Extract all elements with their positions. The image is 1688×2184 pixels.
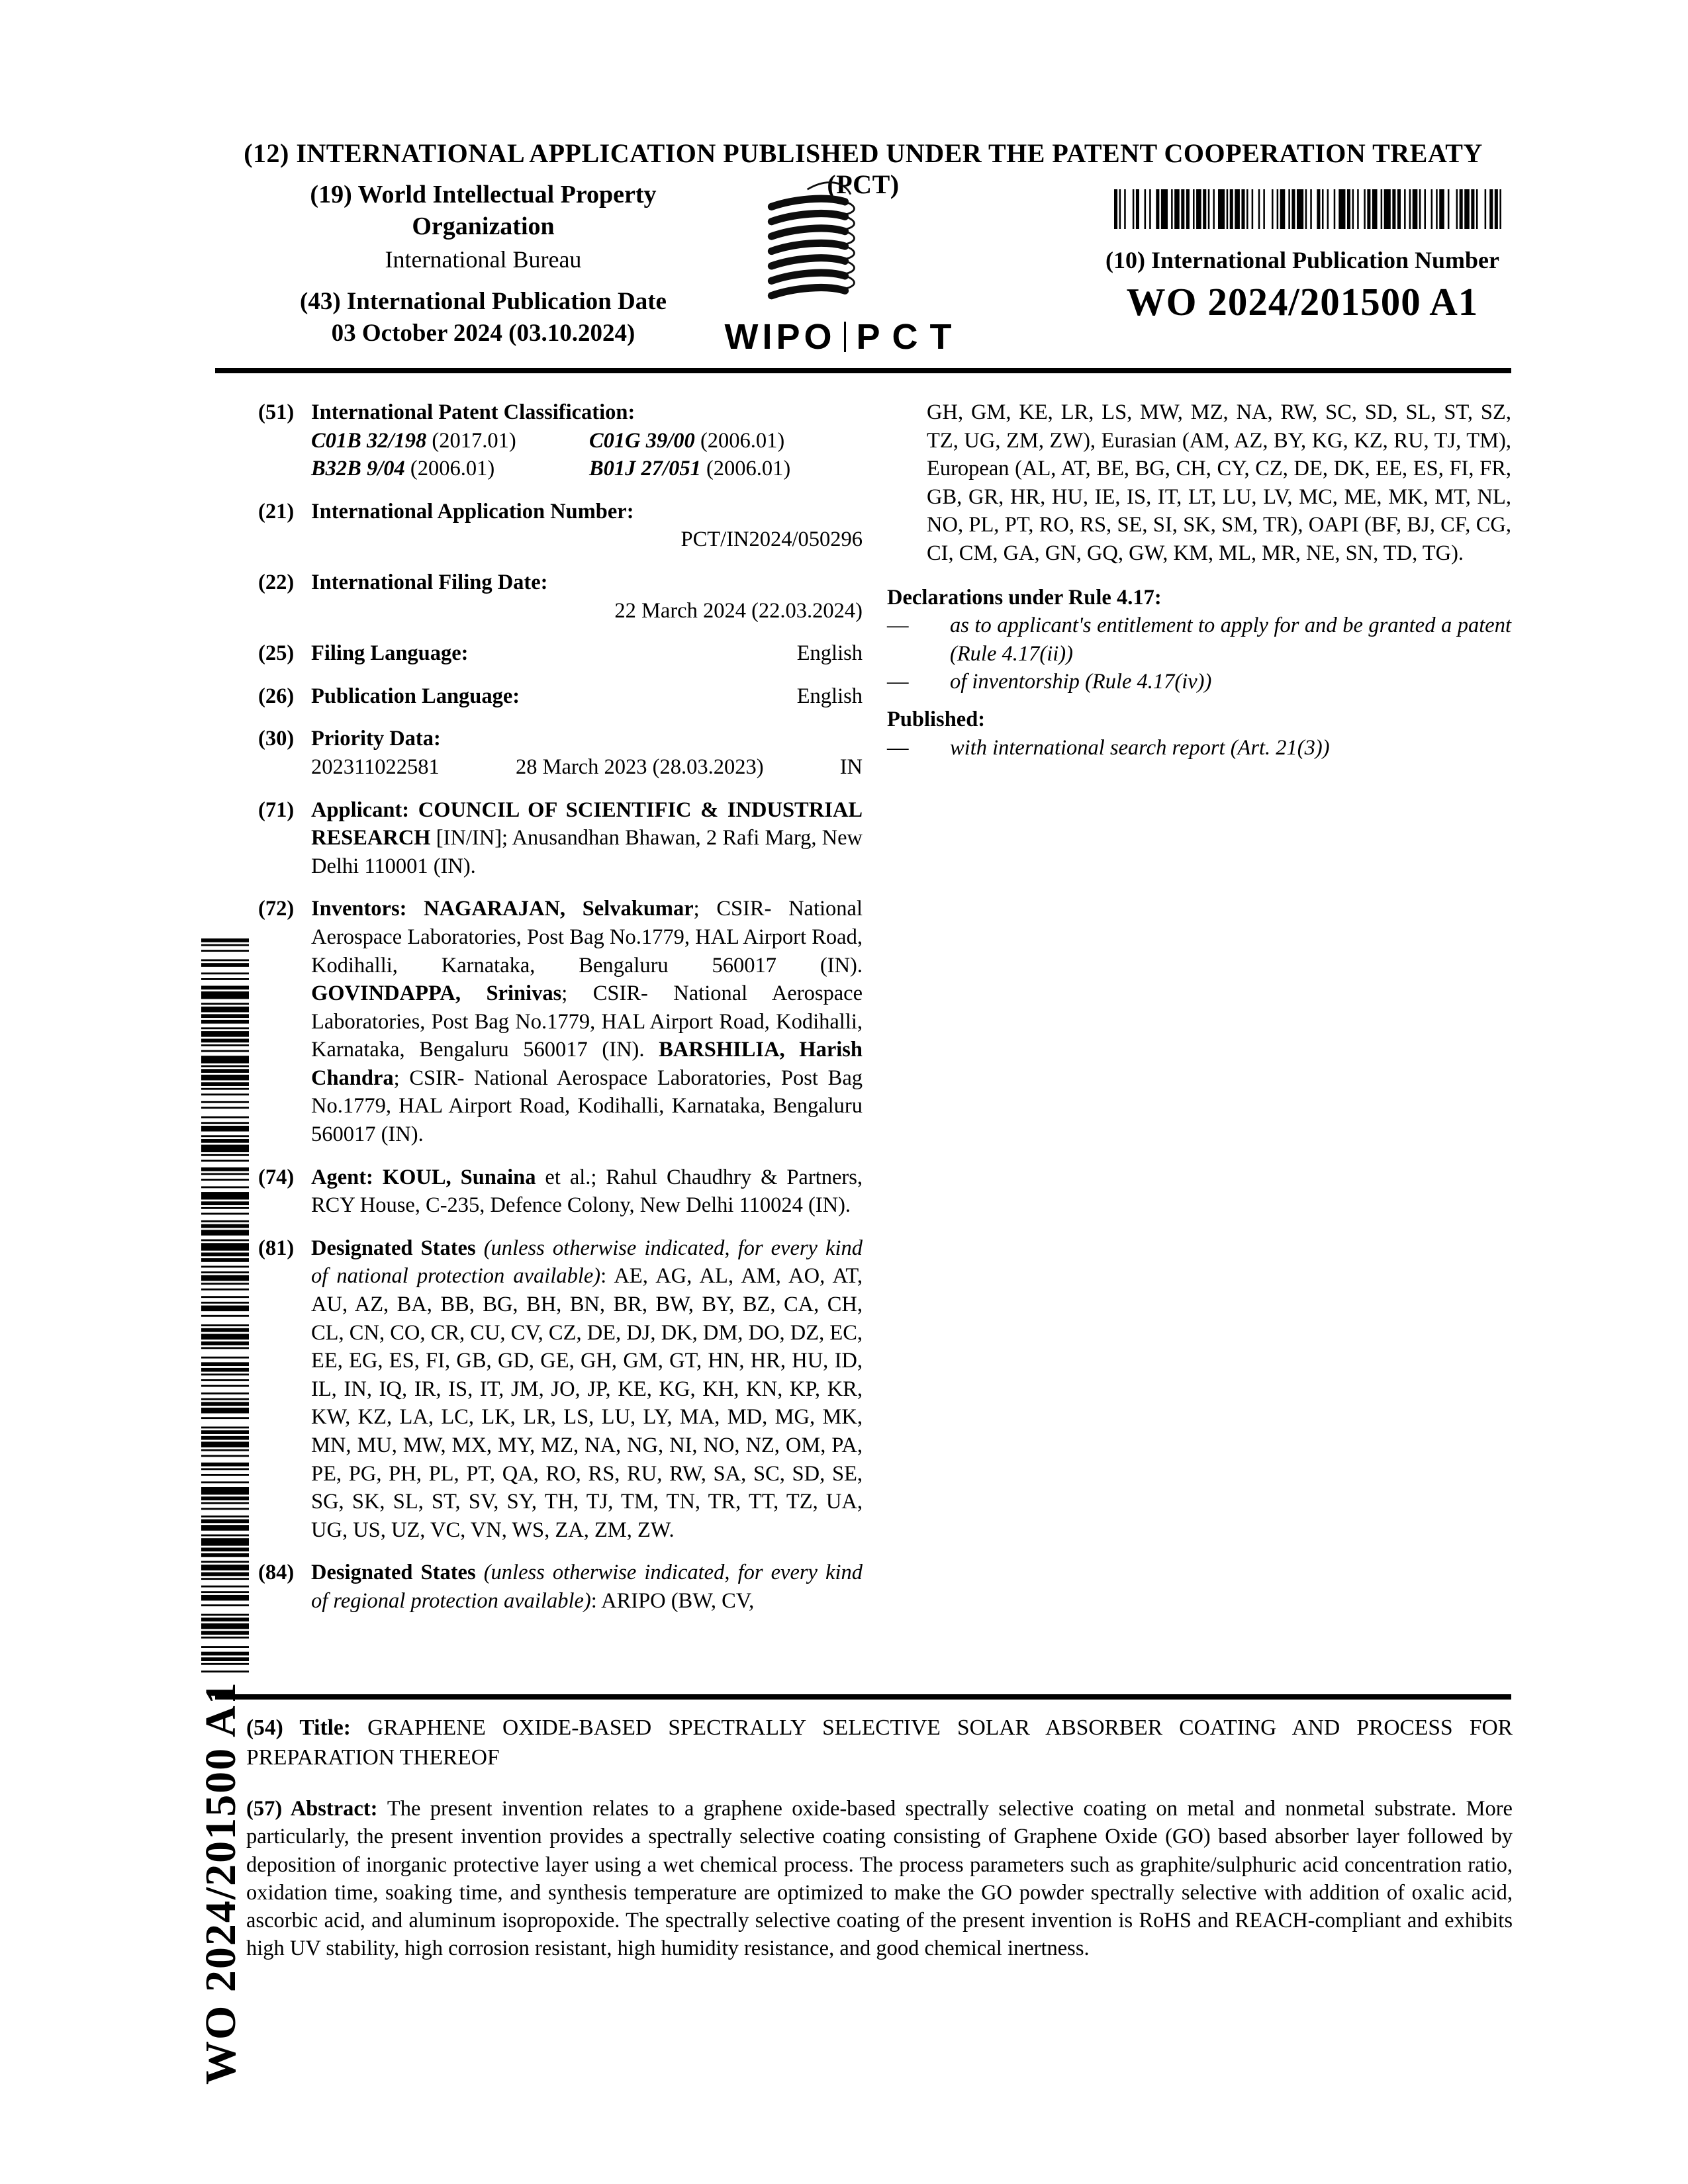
applicant-text: Applicant: COUNCIL OF SCIENTIFIC & INDUSTRIAL RESEARCH [IN/IN]; Anusandhan Bhawan, 2 Rafi Marg, New Delhi 110001 (IN).: [311, 797, 863, 878]
ipc-label: International Patent Classification:: [311, 400, 635, 424]
inid-71: (71): [258, 797, 295, 822]
section-22-filing-date: [258, 569, 863, 625]
designated-states-continuation: GH, GM, KE, LR, LS, MW, MZ, NA, RW, SC, SD, SL, ST, SZ, TZ, UG, ZM, ZW), Eurasian (AM, AZ, BY, KG, KZ, RU, TJ, TM), European (AL, AT, BE, BG, CH, CY, CZ, DE, DK, EE, ES, FI, FR, GB, GR, HR, HU, IE, IS, IT, LT, LU, LV, MC, ME, MK, MT, NL, NO, PL, PT, RO, RS, SE, SI, SK, SM, TR), OAPI (BF, BJ, CF, CG, CI, CM, GA, GN, GQ, GW, KM, ML, MR, NE, SN, TD, TG).: [927, 400, 1511, 565]
dash-bullet: —: [887, 614, 909, 638]
application-number-value: PCT/IN2024/050296: [680, 527, 863, 552]
wipo-wordmark: WIPO: [724, 317, 836, 357]
org-bureau: International Bureau: [385, 246, 582, 273]
section-21-application-number: [258, 498, 863, 554]
vertical-publication-number: WO 2024/201500 A1: [197, 1681, 245, 2085]
declaration-text: as to applicant's entitlement to apply for and be granted a patent (Rule 4.17(ii)): [950, 614, 1511, 666]
horizontal-rule-top: [215, 368, 1511, 373]
section-72-inventors: [258, 895, 863, 1148]
filing-date-value: 22 March 2024 (22.03.2024): [614, 598, 863, 623]
bibliographic-columns: [258, 398, 1511, 1630]
filing-language-value: English: [796, 641, 863, 666]
publication-language-value: English: [796, 684, 863, 708]
left-column: [258, 398, 863, 1630]
ipc-item: C01B 32/198 (2017.01): [311, 428, 516, 453]
publication-date-block: [278, 286, 688, 349]
pct-banner: (12) INTERNATIONAL APPLICATION PUBLISHED UNDER THE PATENT COOPERATION TREATY (PCT): [244, 138, 1483, 199]
section-25-filing-language: [258, 639, 863, 668]
published-heading: Published:: [887, 707, 986, 731]
section-54-title: (54) Title: GRAPHENE OXIDE-BASED SPECTRALLY SELECTIVE SOLAR ABSORBER COATING AND PROCESS FOR PREPARATION THEREOF: [246, 1715, 1513, 1770]
wipo-swirl-logo-icon: [767, 169, 859, 315]
filing-language-label: Filing Language:: [311, 641, 469, 666]
designated-states-regional-text: Designated States (unless otherwise indicated, for every kind of regional protection available): ARIPO (BW, CV,: [311, 1561, 863, 1613]
inventors-text: Inventors: NAGARAJAN, Selvakumar; CSIR- National Aerospace Laboratories, Post Bag No.1779, HAL Airport Road, Kodihalli, Karnataka, Bengaluru 560017 (IN). GOVINDAPPA, Srinivas; CSIR- National Aerospace Laboratories, Post Bag No.1779, HAL Airport Road, Kodihalli, Karnataka, Bengaluru 560017 (IN). BARSHILIA, Harish Chandra; CSIR- National Aerospace Laboratories, Post Bag No.1779, HAL Airport Road, Kodihalli, Karnataka, Bengaluru 560017 (IN).: [311, 897, 863, 1147]
designated-states-national-text: Designated States (unless otherwise indicated, for every kind of national protection available): AE, AG, AL, AM, AO, AT, AU, AZ, BA, BB, BG, BH, BN, BR, BW, BY, BZ, CA, CH, CL, CN, CO, CR, CU, CV, CZ, DE, DJ, DK, DM, DO, DZ, EC, EE, EG, ES, FI, GB, GD, GE, GH, GM, GT, HN, HR, HU, ID, IL, IN, IQ, IR, IS, IT, JM, JO, JP, KE, KG, KH, KN, KP, KR, KW, KZ, LA, LC, LK, LR, LS, LU, LY, MA, MD, MG, MK, MN, MU, MW, MX, MY, MZ, NA, NG, NI, NO, NZ, OM, PA, PE, PG, PH, PL, PT, QA, RO, RS, RU, RW, SA, SC, SD, SE, SG, SK, SL, ST, SV, SY, TH, TJ, TM, TN, TR, TT, TZ, UA, UG, US, UZ, VC, VN, WS, ZA, ZM, ZW.: [311, 1236, 863, 1542]
section-30-priority-data: [258, 725, 863, 781]
inid-72: (72): [258, 897, 295, 921]
filing-date-label: International Filing Date:: [311, 570, 548, 594]
ipc-item: B32B 9/04 (2006.01): [311, 457, 495, 481]
section-51-ipc: [258, 398, 863, 483]
inid-22: (22): [258, 570, 295, 594]
ipc-grid: [311, 427, 863, 483]
section-74-agent: [258, 1163, 863, 1220]
section-84-designated-states: [258, 1559, 863, 1615]
wipo-pct-wordmark: [718, 316, 970, 357]
priority-data-row: [311, 753, 863, 782]
publication-barcode: [1114, 189, 1505, 229]
priority-date: 28 March 2023 (28.03.2023): [515, 754, 764, 779]
side-barcode: [201, 938, 249, 1674]
priority-application-number: 202311022581: [311, 754, 440, 779]
horizontal-rule-bottom: [215, 1694, 1511, 1700]
wipo-org-block: [278, 179, 688, 275]
wordmark-divider: [844, 322, 846, 352]
declaration-item: [887, 668, 1511, 696]
declarations-heading: Declarations under Rule 4.17:: [887, 585, 1162, 610]
dash-bullet: —: [887, 735, 909, 760]
inid-30: (30): [258, 727, 295, 751]
section-71-applicant: [258, 796, 863, 881]
ipc-item: B01J 27/051 (2006.01): [589, 457, 791, 481]
published-text: with international search report (Art. 21(3)): [950, 735, 1330, 760]
publication-number-block: [1096, 246, 1509, 325]
application-number-label: International Application Number:: [311, 499, 634, 523]
published-item: [887, 734, 1511, 762]
dash-bullet: —: [887, 670, 909, 694]
inid-26: (26): [258, 684, 295, 708]
section-26-publication-language: [258, 682, 863, 711]
section-81-designated-states: [258, 1234, 863, 1545]
inid-25: (25): [258, 641, 295, 666]
publication-number-label: (10) International Publication Number: [1105, 247, 1499, 273]
pct-wordmark: PCT: [856, 317, 964, 357]
inid-81: (81): [258, 1236, 295, 1260]
inid-84: (84): [258, 1561, 295, 1585]
publication-date-value: 03 October 2024 (03.10.2024): [331, 320, 635, 347]
org-name-line1: (19) World Intellectual Property: [310, 181, 657, 208]
inid-51: (51): [258, 400, 295, 424]
right-column: [887, 398, 1511, 1630]
agent-text: Agent: KOUL, Sunaina et al.; Rahul Chaudhry & Partners, RCY House, C-235, Defence Colony, New Delhi 110024 (IN).: [311, 1165, 863, 1218]
org-name-line2: Organization: [412, 212, 555, 240]
priority-data-label: Priority Data:: [311, 727, 441, 751]
inid-21: (21): [258, 499, 295, 523]
publication-language-label: Publication Language:: [311, 684, 520, 708]
ipc-item: C01G 39/00 (2006.01): [589, 428, 785, 453]
declaration-item: [887, 612, 1511, 668]
priority-country: IN: [839, 754, 863, 779]
publication-number-value: WO 2024/201500 A1: [1126, 280, 1479, 324]
section-57-abstract: (57) Abstract: The present invention relates to a graphene oxide-based spectrally selective coating on metal and nonmetal substrate. More particularly, the present invention provides a spectrally selective coating consisting of Graphene Oxide (GO) based absorber layer followed by deposition of inorganic protective layer using a wet chemical process. The process parameters such as graphite/sulphuric acid concentration ratio, oxidation time, soaking time, and synthesis temperature are optimized to make the GO powder spectrally selective with addition of oxalic acid, ascorbic acid, and aluminum isopropoxide. The spectrally selective coating of the present invention is RoHS and REACH-compliant and exhibits high UV stability, high corrosion resistant, high humidity resistance, and good chemical inertness.: [246, 1797, 1513, 1961]
declaration-text: of inventorship (Rule 4.17(iv)): [950, 670, 1212, 694]
publication-date-label: (43) International Publication Date: [300, 288, 667, 315]
inid-74: (74): [258, 1165, 295, 1189]
